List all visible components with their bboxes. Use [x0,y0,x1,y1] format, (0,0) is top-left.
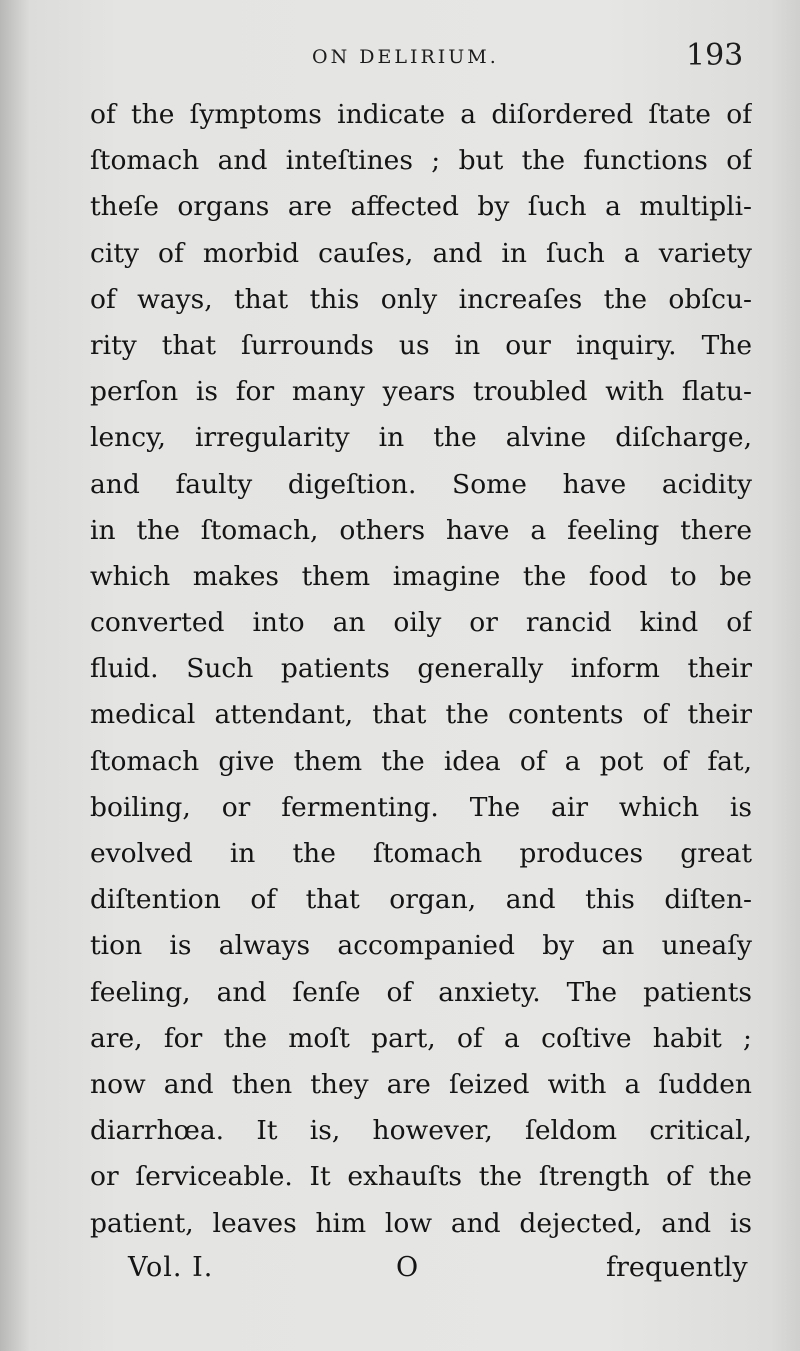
text-line: tion is always accompanied by an uneaſy [90,930,752,962]
running-title: ON DELIRIUM. [312,46,499,68]
text-line: lency, irregularity in the alvine diſcharge, [90,422,752,454]
text-line: now and then they are ſeized with a ſudden [90,1068,752,1100]
text-line: which makes them imagine the food to be [90,560,752,592]
running-head [0,38,800,78]
signature-mark: O [396,1252,419,1283]
text-line: medical attendant, that the contents of their [90,699,752,731]
page-footer [0,1248,800,1294]
text-line: of ways, that this only increaſes the obſcu- [90,283,752,315]
text-line: in the ſtomach, others have a feeling there [90,514,752,546]
text-line: feeling, and ſenſe of anxiety. The patients [90,976,752,1008]
text-line: evolved in the ſtomach produces great [90,838,752,869]
text-line: city of morbid cauſes, and in ſuch a variety [90,237,752,269]
catchword: frequently [606,1252,748,1283]
text-line: and faulty digeſtion. Some have acidity [90,468,752,500]
text-line: of the ſymptoms indicate a diſordered ſtate of [90,99,752,130]
text-line: ſtomach and inteſtines ; but the functions of [90,145,752,177]
text-line: theſe organs are affected by ſuch a multipli- [90,191,752,223]
volume-signature: Vol. I. [128,1252,214,1283]
text-line: or ſerviceable. It exhauſts the ſtrength of the [90,1161,752,1193]
body-text [90,92,752,1247]
text-line: ſtomach give them the idea of a pot of fat, [90,745,752,777]
text-line: are, for the moſt part, of a coſtive habit ; [90,1022,752,1054]
page-number: 193 [686,38,744,73]
text-line: diſtention of that organ, and this diſten- [90,884,752,916]
text-line: converted into an oily or rancid kind of [90,607,752,639]
text-line: diarrhœa. It is, however, ſeldom critical, [90,1115,752,1147]
text-line: fluid. Such patients generally inform their [90,653,752,685]
text-line: perſon is for many years troubled with flatu- [90,376,752,408]
text-line: rity that ſurrounds us in our inquiry. The [90,329,752,361]
text-line: patient, leaves him low and dejected, and is [90,1207,752,1239]
text-line: boiling, or fermenting. The air which is [90,791,752,823]
